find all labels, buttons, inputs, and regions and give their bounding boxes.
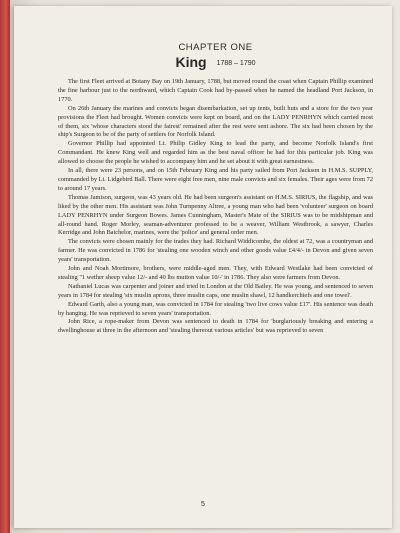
chapter-title: King: [175, 54, 207, 70]
paragraph: The first Fleet arrived at Botany Bay on 19th January, 1788, but moved round the coast when Captain Phillip examined the fine harbour just to the northward, which Captain Cook had by-passed when he named the headland Port Jackson, in 1770.: [58, 78, 373, 103]
paragraph: Thomas Jamison, surgeon, was 43 years old. He had been surgeon's assistant on H.M.S. SIRIUS, the flagship, and was liked by the other men. His assistant was John Turnpenny Altree, a young man who had been 'volunteer' surgeon on board LADY PENRHYN under Surgeon Bowes. James Cunningham, Master's Mate of the SIRIUS was to be midshipman and all-round hand. Roger Morley, seaman-adventurer professed to be a weaver, William Westbrook, a sawyer, Charles Kerridge and John Batchelor, marines, were the 'police' and general order men.: [58, 193, 373, 237]
chapter-label: CHAPTER ONE: [178, 42, 253, 53]
book-spine: [0, 0, 10, 533]
paragraph: The convicts were chosen mainly for the trades they had. Richard Widdicombe, the oldest at 72, was a countryman and farmer. He was convicted in 1786 for 'stealing one wooden winch and other goods value £4/4/- in Devon and given seven years' transportation.: [58, 238, 373, 264]
book-page: [14, 6, 392, 528]
paragraph: In all, there were 23 persons, and on 15th February King and his party sailed from Port Jackson in H.M.S. SUPPLY, commanded by Lt. Lidgebird Ball. There were eight free men, nine male convicts and six females. Their ages were from 72 to around 17 years.: [58, 167, 373, 192]
paragraph: Governor Phillip had appointed Lt. Philip Gidley King to lead the party, and become Norfolk Island's first Commandant. He knew King well and regarded him as the best naval officer he had for this particular job. King was allowed to choose the people he wished to accompany him and he set about it with great earnestness.: [58, 140, 373, 166]
chapter-years: 1788 – 1790: [216, 60, 256, 67]
paragraph: John and Noah Mortimore, brothers, were middle-aged men. They, with Edward Westlake had been convicted of stealing "1 wether sheep value 12/- and 40 lbs mutton value 10/-' in 1786. They also were farmers from Devon.: [58, 265, 373, 281]
chapter-heading: [58, 54, 373, 72]
page-text: [58, 42, 373, 336]
page-number: 5: [201, 501, 205, 508]
paragraph: Nathaniel Lucas was carpenter and joiner and tried in London at the Old Bailey. He was young, and sentenced to seven years in 1784 for stealing 'six muslin aprons, three muslin caps, one muslin shawl, 12 handkerchiefs and one towel'.: [58, 282, 373, 299]
paragraph: John Rice, a rope-maker from Devon was sentenced to death in 1784 for 'burglariously breaking and entering a dwellinghouse at three in the afternoon and 'stealing thereout various articles' but was reprieved to seven: [58, 318, 373, 335]
paragraph: On 26th January the marines and convicts began disembarkation, set up tents, built huts and a store for the two year provisions the Fleet had brought. Women convicts were kept on board, and on the LADY PENRHYN which carried most of them, six 'whose characters stood the fairest' remained after the rest were sent ashore. The six had been chosen by the ship's Surgeon to be of the party of settlers for Norfolk Island.: [58, 104, 373, 139]
paragraph: Edward Garth, also a young man, was convicted in 1784 for stealing 'two live cows value £17'. His sentence was death by hanging. He was reprieved to seven years' transportation.: [58, 300, 373, 317]
